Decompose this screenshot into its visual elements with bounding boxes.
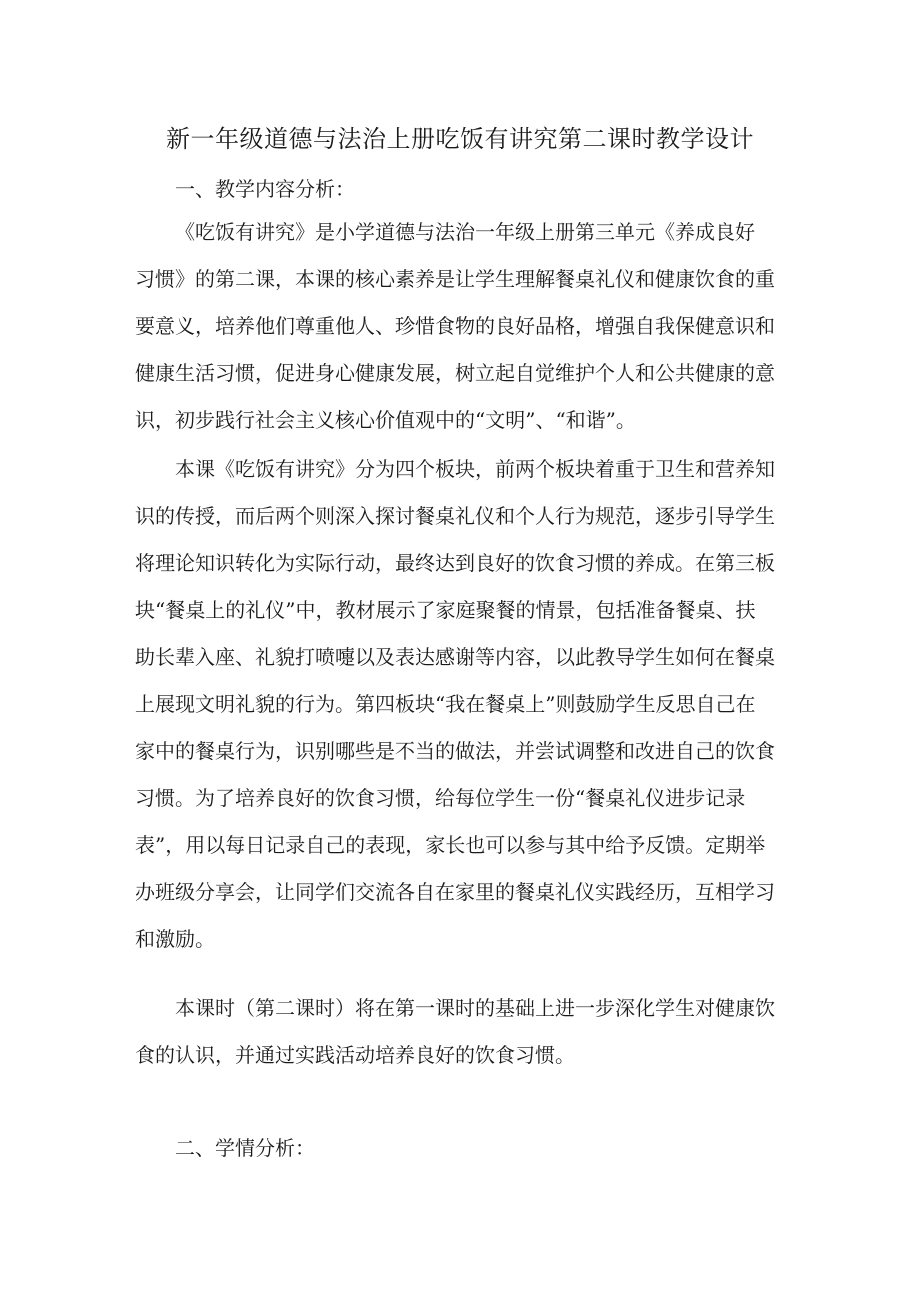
paragraph-line: 将理论知识转化为实际行动，最终达到良好的饮食习惯的养成。在第三板 [135,551,775,575]
paragraph-line: 识，初步践行社会主义核心价值观中的“文明”、“和谐”。 [135,408,636,432]
paragraph-line: 表”，用以每日记录自己的表现，家长也可以参与其中给予反馈。定期举 [135,833,766,857]
paragraph-line: 块“餐桌上的礼仪”中，教材展示了家庭聚餐的情景，包括准备餐桌、扶 [135,598,756,622]
paragraph-line: 健康生活习惯，促进身心健康发展，树立起自觉维护个人和公共健康的意 [135,361,775,385]
paragraph-line: 《吃饭有讲究》是小学道德与法治一年级上册第三单元《养成良好 [175,220,755,244]
paragraph-line: 本课时（第二课时）将在第一课时的基础上进一步深化学生对健康饮 [175,996,775,1020]
paragraph-line: 上展现文明礼貌的行为。第四板块“我在餐桌上”则鼓励学生反思自己在 [135,692,756,716]
paragraph-line: 识的传授，而后两个则深入探讨餐桌礼仪和个人行为规范，逐步引导学生 [135,504,775,528]
paragraph-1 [135,209,785,444]
paragraph-line: 习惯。为了培养良好的饮食习惯，给每位学生一份“餐桌礼仪进步记录 [135,786,746,810]
document-title: 新一年级道德与法治上册吃饭有讲究第二课时教学设计 [166,125,754,153]
paragraph-line: 和激励。 [135,927,215,951]
paragraph-2 [135,446,785,963]
paragraph-line: 要意义，培养他们尊重他人、珍惜食物的良好品格，增强自我保健意识和 [135,314,775,338]
paragraph-line: 本课《吃饭有讲究》分为四个板块，前两个板块着重于卫生和营养知 [175,457,775,481]
section-heading-student-analysis: 二、学情分析： [175,1136,315,1160]
paragraph-line: 助长辈入座、礼貌打喷嚏以及表达感谢等内容，以此教导学生如何在餐桌 [135,645,775,669]
paragraph-line: 办班级分享会，让同学们交流各自在家里的餐桌礼仪实践经历，互相学习 [135,880,775,904]
section-heading-content-analysis: 一、教学内容分析： [175,177,355,201]
paragraph-line: 家中的餐桌行为，识别哪些是不当的做法，并尝试调整和改进自己的饮食 [135,739,775,763]
paragraph-line: 习惯》的第二课，本课的核心素养是让学生理解餐桌礼仪和健康饮食的重 [135,267,775,291]
paragraph-3 [135,985,785,1079]
paragraph-line: 食的认识，并通过实践活动培养良好的饮食习惯。 [135,1043,575,1067]
